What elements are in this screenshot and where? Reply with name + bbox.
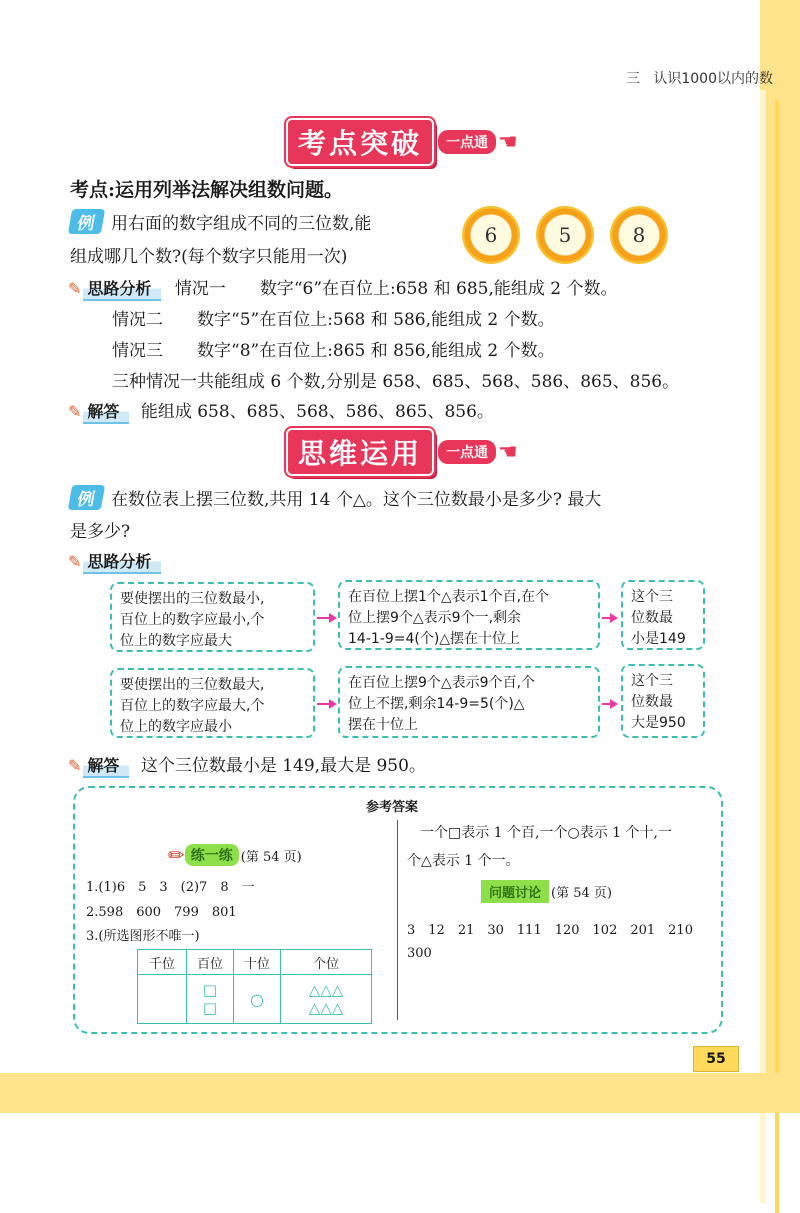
analysis1-row [68, 274, 617, 301]
answer-key-title: 参考答案 [366, 800, 419, 815]
page-edge-line [775, 100, 779, 1213]
practice-title: 练一练 [185, 844, 239, 866]
practice-page: (第 54 页) [240, 849, 302, 865]
discuss-numbers-line2: 300 [407, 946, 432, 961]
place-value-table [137, 949, 372, 1024]
banner-siwei [286, 428, 518, 476]
pv-cell-ones: △△△ △△△ [281, 975, 372, 1024]
analysis2-row [68, 549, 161, 574]
page-edge-stripe [760, 0, 800, 1113]
flow-box-max-method: 在百位上摆9个△表示9个百,个 位上不摆,剩余14-9=5(个)△ 摆在十位上 [338, 666, 600, 738]
pv-head-tens: 十位 [234, 950, 281, 975]
banner-tag: 一点通 [438, 130, 496, 154]
pv-cell-hundreds: □ □ [187, 975, 234, 1024]
pencil-icon: ✎ [68, 279, 82, 298]
answer1-row [68, 397, 494, 424]
example1-line1 [70, 209, 371, 234]
example2-line2: 是多少? [70, 522, 131, 542]
banner-tag: 一点通 [438, 440, 496, 464]
example1-line2: 组成哪几个数?(每个数字只能用一次) [70, 247, 348, 267]
pv-cell-thousands [138, 975, 187, 1024]
answer2-row [68, 751, 426, 778]
discuss-numbers-line1: 3 12 21 30 111 120 102 201 210 [407, 923, 693, 938]
analysis1-case3: 情况三 数字“8”在百位上:865 和 856,能组成 2 个数。 [112, 341, 555, 361]
discuss-page: (第 54 页) [551, 886, 612, 901]
example1-text1: 用右面的数字组成不同的三位数,能 [111, 214, 372, 234]
pv-head-hundreds: 百位 [187, 950, 234, 975]
page-edge-highlight [760, 90, 766, 1203]
page-bottom-band [0, 1073, 800, 1113]
chapter-title: 认识1000以内的数 [653, 71, 773, 87]
discuss-title: 问题讨论 [481, 880, 549, 903]
analysis1-summary: 三种情况一共能组成 6 个数,分别是 658、685、568、586、865、856。 [112, 372, 680, 392]
banner-word: 思维运用 [286, 428, 434, 476]
pv-head-ones: 个位 [281, 950, 372, 975]
flow-arrow [317, 617, 331, 619]
practice-heading [168, 843, 302, 867]
flow-box-min-method: 在百位上摆1个△表示1个百,在个 位上摆9个△表示9个一,剩余 14-1-9=4(个)△摆在十位上 [338, 580, 600, 650]
kaodian-heading: 考点:运用列举法解决组数问题。 [70, 179, 344, 201]
discuss-heading [481, 880, 612, 903]
pv-cell-tens: ○ [234, 975, 281, 1024]
answer1-text: 能组成 658、685、568、586、865、856。 [140, 402, 494, 422]
answer1-label: 解答 [83, 399, 129, 424]
banner-word: 考点突破 [286, 118, 434, 166]
pencil-icon: ✏ [168, 843, 185, 867]
practice-answer-1: 1.(1)6 5 3 (2)7 8 一 [86, 880, 255, 895]
analysis1-label: 思路分析 [83, 276, 161, 301]
example-badge: 例 [68, 485, 105, 510]
analysis1-case1: 情况一 数字“6”在百位上:658 和 685,能组成 2 个数。 [174, 279, 618, 299]
banner-kaodian [286, 118, 518, 166]
answer2-text: 这个三位数最小是 149,最大是 950。 [140, 756, 426, 776]
hand-icon: ☚ [498, 129, 518, 155]
chapter-number: 三 [626, 71, 640, 87]
analysis2-label: 思路分析 [83, 549, 161, 574]
chapter-header [626, 68, 773, 88]
flow-box-min-result: 这个三 位数最 小是149 [621, 580, 705, 650]
answer-key-divider [397, 820, 398, 1020]
example-badge: 例 [68, 209, 105, 234]
flow-arrow [602, 703, 612, 705]
flow-box-max-result: 这个三 位数最 大是950 [621, 664, 705, 738]
key-right-line2: 个△表示 1 个一。 [407, 853, 520, 869]
digit-flower-5: 5 [536, 206, 594, 264]
flow-arrow [317, 703, 331, 705]
flow-box-min-reason: 要使摆出的三位数最小, 百位上的数字应最小,个 位上的数字应最大 [110, 582, 315, 652]
pv-head-thousands: 千位 [138, 950, 187, 975]
flow-arrow [602, 617, 612, 619]
digit-flower-6: 6 [462, 206, 520, 264]
practice-answer-2: 2.598 600 799 801 [86, 905, 237, 920]
page-number: 55 [693, 1046, 739, 1072]
flow-box-max-reason: 要使摆出的三位数最大, 百位上的数字应最大,个 位上的数字应最小 [110, 668, 315, 738]
practice-answer-3: 3.(所选图形不唯一) [86, 929, 200, 944]
pencil-icon: ✎ [68, 402, 82, 421]
answer2-label: 解答 [83, 753, 129, 778]
example2-line1 [70, 485, 601, 510]
key-right-line1: 一个□表示 1 个百,一个○表示 1 个十,一 [420, 825, 672, 841]
pencil-icon: ✎ [68, 552, 82, 571]
example2-text1: 在数位表上摆三位数,共用 14 个△。这个三位数最小是多少? 最大 [111, 490, 602, 510]
hand-icon: ☚ [498, 439, 518, 465]
pencil-icon: ✎ [68, 756, 82, 775]
digit-flower-8: 8 [610, 206, 668, 264]
analysis1-case2: 情况二 数字“5”在百位上:568 和 586,能组成 2 个数。 [112, 310, 555, 330]
